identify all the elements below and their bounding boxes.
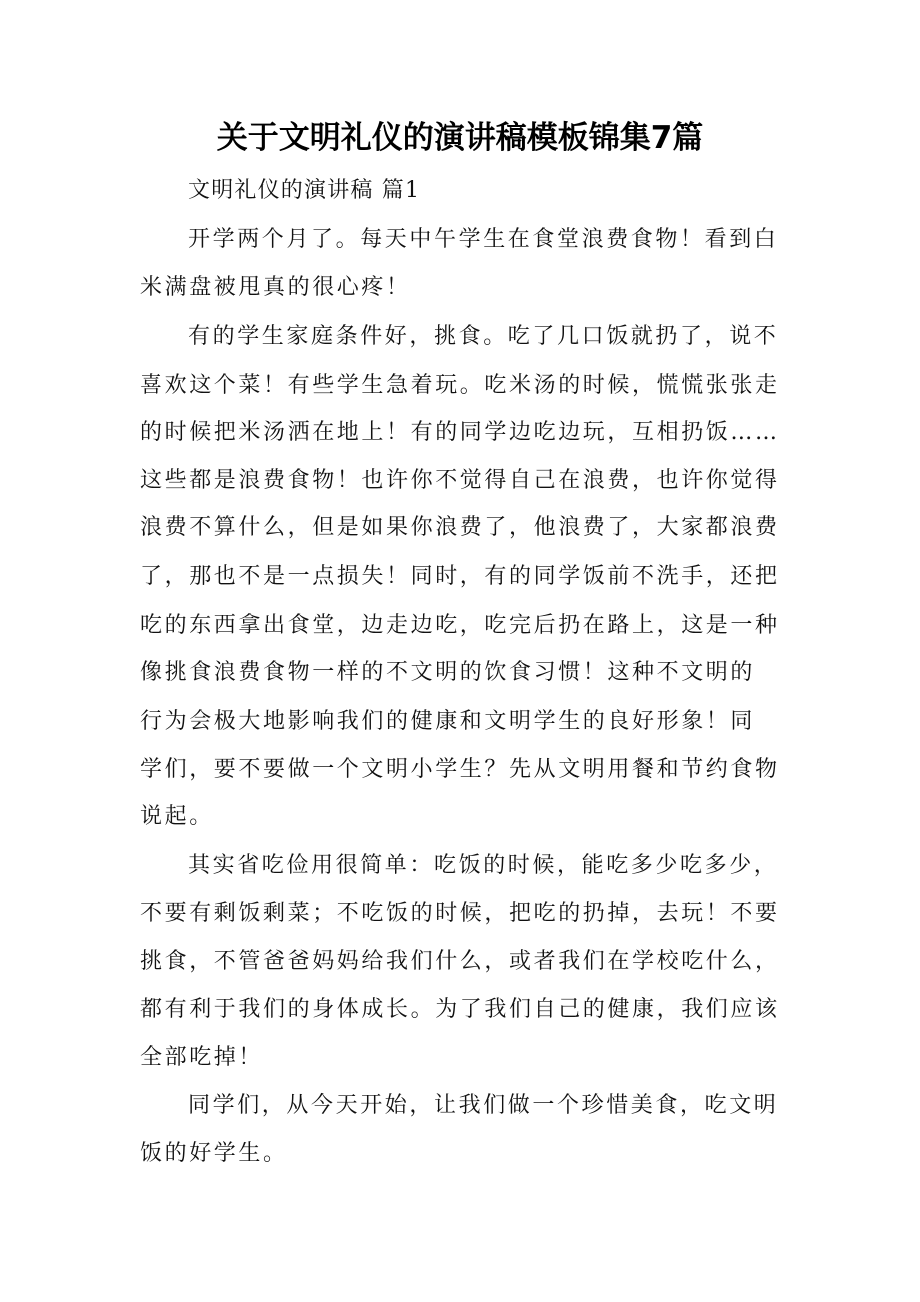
paragraph-line: 浪费不算什么，但是如果你浪费了，他浪费了，大家都浪费 xyxy=(140,515,780,540)
paragraph-line: 这些都是浪费食物！也许你不觉得自己在浪费，也许你觉得 xyxy=(140,468,780,493)
paragraph-line: 学们，要不要做一个文明小学生？先从文明用餐和节约食物 xyxy=(140,757,780,782)
paragraph-line: 喜欢这个菜！有些学生急着玩。吃米汤的时候，慌慌张张走 xyxy=(140,373,780,398)
paragraph-line: 其实省吃俭用很简单：吃饭的时候，能吃多少吃多少， xyxy=(188,853,779,878)
paragraph-line: 开学两个月了。每天中午学生在食堂浪费食物！看到白 xyxy=(188,227,779,252)
paragraph-line: 不要有剩饭剩菜；不吃饭的时候，把吃的扔掉，去玩！不要 xyxy=(140,901,780,926)
paragraph-line: 行为会极大地影响我们的健康和文明学生的良好形象！同 xyxy=(140,709,756,734)
section-heading: 文明礼仪的演讲稿 篇1 xyxy=(188,178,421,203)
paragraph-line: 有的学生家庭条件好，挑食。吃了几口饭就扔了，说不 xyxy=(188,324,779,349)
paragraph-line: 全部吃掉！ xyxy=(140,1045,264,1070)
paragraph-line: 米满盘被甩真的很心疼！ xyxy=(140,275,411,300)
paragraph-line: 挑食，不管爸爸妈妈给我们什么，或者我们在学校吃什么， xyxy=(140,949,780,974)
paragraph-line: 说起。 xyxy=(140,804,214,829)
paragraph-line: 像挑食浪费食物一样的不文明的饮食习惯！这种不文明的 xyxy=(140,660,756,685)
paragraph-line: 饭的好学生。 xyxy=(140,1141,288,1166)
paragraph-line: 都有利于我们的身体成长。为了我们自己的健康，我们应该 xyxy=(140,997,780,1022)
paragraph-line: 了，那也不是一点损失！同时，有的同学饭前不洗手，还把 xyxy=(140,564,780,589)
paragraph-line: 同学们，从今天开始，让我们做一个珍惜美食，吃文明 xyxy=(188,1093,779,1118)
paragraph-line: 的时候把米汤洒在地上！有的同学边吃边玩，互相扔饭…… xyxy=(140,420,780,445)
paragraph-line: 吃的东西拿出食堂，边走边吃，吃完后扔在路上，这是一种 xyxy=(140,613,780,638)
document-title: 关于文明礼仪的演讲稿模板锦集7篇 xyxy=(216,120,704,156)
